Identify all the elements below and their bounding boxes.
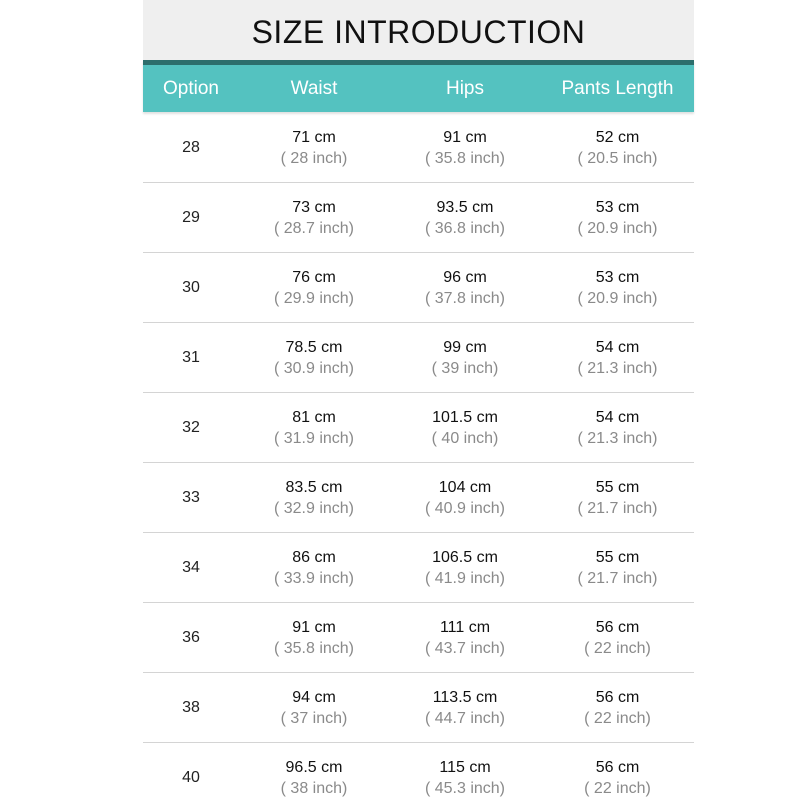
option-cell [143, 489, 239, 507]
waist-cm: 81 cm [292, 408, 336, 426]
hips-cell [389, 617, 541, 659]
table-row [143, 463, 694, 533]
page-title: SIZE INTRODUCTION [251, 13, 586, 50]
pants-length-inch: ( 20.9 inch) [577, 289, 658, 307]
waist-cell [239, 337, 389, 379]
hips-cell [389, 687, 541, 729]
pants-length-cm: 54 cm [595, 408, 640, 426]
hips-cell [389, 757, 541, 799]
pants-length-inch: ( 20.9 inch) [577, 219, 658, 237]
pants-length-cm: 56 cm [595, 688, 640, 706]
pants-length-inch: ( 21.7 inch) [577, 569, 658, 587]
option-cell [143, 209, 239, 227]
waist-inch: ( 30.9 inch) [273, 359, 355, 377]
header-option: Option [163, 77, 219, 99]
table-header [143, 60, 694, 112]
pants-length-cell [541, 267, 694, 309]
pants-length-inch: ( 22 inch) [584, 639, 651, 657]
pants-length-cell [541, 477, 694, 519]
header-waist: Waist [290, 77, 338, 99]
option-value: 40 [182, 768, 200, 786]
waist-cm: 76 cm [292, 268, 336, 286]
table-row [143, 673, 694, 743]
table-row [143, 603, 694, 673]
hips-cm: 101.5 cm [432, 408, 498, 426]
waist-cell [239, 687, 389, 729]
waist-cell [239, 617, 389, 659]
option-cell [143, 139, 239, 157]
waist-inch: ( 37 inch) [280, 709, 348, 727]
hips-inch: ( 43.7 inch) [424, 639, 506, 657]
waist-cm: 78.5 cm [285, 338, 343, 356]
hips-inch: ( 40.9 inch) [424, 499, 506, 517]
hips-cm: 96 cm [443, 268, 487, 286]
pants-length-cm: 53 cm [595, 198, 640, 216]
pants-length-inch: ( 21.7 inch) [577, 499, 658, 517]
hips-inch: ( 36.8 inch) [424, 219, 506, 237]
header-pants-length: Pants Length [561, 77, 674, 99]
hips-inch: ( 40 inch) [431, 429, 499, 447]
pants-length-cell [541, 407, 694, 449]
option-cell [143, 349, 239, 367]
table-row [143, 743, 694, 800]
pants-length-cm: 55 cm [595, 548, 640, 566]
hips-cm: 115 cm [439, 758, 491, 776]
hips-cell [389, 407, 541, 449]
waist-inch: ( 28.7 inch) [273, 219, 355, 237]
hips-cm: 91 cm [443, 128, 487, 146]
hips-cell [389, 547, 541, 589]
hips-cell [389, 477, 541, 519]
option-cell [143, 629, 239, 647]
hips-cell [389, 337, 541, 379]
hips-cm: 111 cm [439, 618, 491, 636]
waist-cm: 96.5 cm [285, 758, 343, 776]
pants-length-cell [541, 197, 694, 239]
waist-cm: 83.5 cm [285, 478, 343, 496]
hips-inch: ( 44.7 inch) [424, 709, 506, 727]
size-table-panel [143, 0, 694, 800]
pants-length-inch: ( 22 inch) [584, 779, 651, 797]
waist-cm: 86 cm [292, 548, 336, 566]
pants-length-cell [541, 127, 694, 169]
pants-length-inch: ( 21.3 inch) [577, 359, 658, 377]
waist-cell [239, 757, 389, 799]
pants-length-cm: 52 cm [595, 128, 640, 146]
waist-cell [239, 127, 389, 169]
option-cell [143, 559, 239, 577]
option-value: 31 [182, 348, 200, 366]
waist-inch: ( 33.9 inch) [273, 569, 355, 587]
waist-cell [239, 407, 389, 449]
option-value: 29 [182, 208, 200, 226]
hips-inch: ( 45.3 inch) [424, 779, 506, 797]
header-hips: Hips [445, 77, 484, 99]
pants-length-inch: ( 22 inch) [584, 709, 651, 727]
title-bar [143, 0, 694, 60]
waist-cell [239, 267, 389, 309]
option-value: 33 [182, 488, 200, 506]
waist-inch: ( 32.9 inch) [273, 499, 355, 517]
table-row [143, 393, 694, 463]
pants-length-cm: 55 cm [595, 478, 640, 496]
waist-inch: ( 28 inch) [280, 149, 348, 167]
hips-cm: 104 cm [438, 478, 492, 496]
waist-cell [239, 547, 389, 589]
option-cell [143, 419, 239, 437]
table-row [143, 323, 694, 393]
pants-length-inch: ( 21.3 inch) [577, 429, 658, 447]
hips-inch: ( 35.8 inch) [424, 149, 506, 167]
waist-cm: 73 cm [292, 198, 336, 216]
hips-cm: 106.5 cm [432, 548, 498, 566]
hips-inch: ( 41.9 inch) [424, 569, 506, 587]
waist-inch: ( 31.9 inch) [273, 429, 355, 447]
pants-length-cell [541, 337, 694, 379]
table-row [143, 533, 694, 603]
option-value: 38 [182, 698, 200, 716]
waist-cm: 91 cm [292, 618, 336, 636]
option-cell [143, 769, 239, 787]
pants-length-cm: 56 cm [595, 758, 640, 776]
table-row [143, 253, 694, 323]
table-row [143, 183, 694, 253]
pants-length-cell [541, 547, 694, 589]
pants-length-cm: 54 cm [595, 338, 640, 356]
hips-cell [389, 197, 541, 239]
hips-inch: ( 37.8 inch) [424, 289, 506, 307]
hips-cm: 99 cm [443, 338, 487, 356]
hips-inch: ( 39 inch) [431, 359, 499, 377]
pants-length-cell [541, 617, 694, 659]
hips-cell [389, 127, 541, 169]
hips-cell [389, 267, 541, 309]
option-value: 30 [182, 278, 200, 296]
waist-cm: 94 cm [292, 688, 336, 706]
hips-cm: 93.5 cm [436, 198, 494, 216]
option-value: 32 [182, 418, 200, 436]
table-body [143, 113, 694, 800]
option-cell [143, 699, 239, 717]
waist-cm: 71 cm [292, 128, 336, 146]
waist-inch: ( 38 inch) [280, 779, 348, 797]
hips-cm: 113.5 cm [432, 688, 498, 706]
waist-cell [239, 477, 389, 519]
pants-length-cell [541, 757, 694, 799]
pants-length-cm: 56 cm [595, 618, 640, 636]
option-value: 36 [182, 628, 200, 646]
table-row [143, 113, 694, 183]
option-cell [143, 279, 239, 297]
waist-inch: ( 29.9 inch) [273, 289, 355, 307]
waist-inch: ( 35.8 inch) [273, 639, 355, 657]
waist-cell [239, 197, 389, 239]
option-value: 34 [182, 558, 200, 576]
pants-length-cm: 53 cm [595, 268, 640, 286]
option-value: 28 [182, 138, 200, 156]
pants-length-inch: ( 20.5 inch) [577, 149, 658, 167]
pants-length-cell [541, 687, 694, 729]
